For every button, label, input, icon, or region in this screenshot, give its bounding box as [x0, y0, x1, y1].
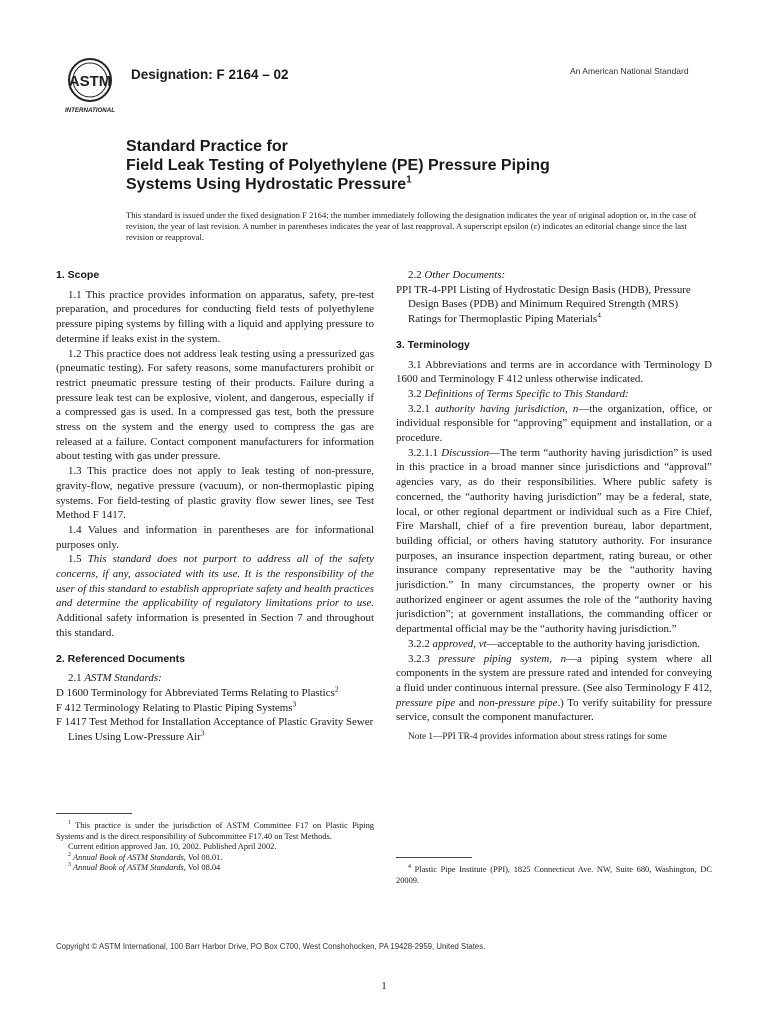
paragraph-3-2-1-1-number: 3.2.1.1 — [408, 446, 442, 459]
definitions-label: Definitions of Terms Specific to This Standard: — [424, 387, 629, 400]
paragraph-1-4: 1.4 Values and information in parentheses are for informational purposes only. — [56, 523, 374, 551]
title-footnote-mark: 1 — [406, 174, 412, 186]
paragraph-1-5-rest: Additional safety information is presented in Section 7 and throughout this standard. — [56, 612, 374, 639]
discussion-text: —The term “authority having jurisdiction” is used in this practice in a broad manner since jurisdictions and “approval” agencies vary, as do their responsibilities. Where public safety is concerned, the “authority having jurisdiction” may be a federal, state, local, or other regional department or individual such as a Fire Chief, Fire Marshall, chief of a fire prevention bureau, labor department, building official, or others having statutory authority. For insurance purposes, an insurance inspection department, rating bureau, or other insurance company representative may be the “authority having jurisdiction.” In many circumstances, the property owner or his authorized engineer or agent assumes the role of the “authority having jurisdiction”; at government installations, the commanding officer or departmental official may be the “authority having jurisdiction.” — [396, 446, 712, 636]
discussion-label: Discussion — [441, 446, 490, 459]
paragraph-3-2-1-1 — [396, 446, 712, 637]
term-pressure-piping-system: pressure piping system, n — [438, 652, 567, 665]
paragraph-3-2-3-number: 3.2.3 — [408, 652, 439, 665]
section-heading-scope: 1. Scope — [56, 269, 100, 281]
title-line-3-text: Systems Using Hydrostatic Pressure — [126, 176, 407, 193]
footnote-2-title: Annual Book of ASTM Standards — [73, 852, 184, 862]
paragraph-3-2-2 — [396, 637, 712, 652]
footnote-2-mark: 2 — [68, 851, 71, 858]
left-column — [56, 268, 374, 745]
right-column — [396, 268, 712, 745]
paragraph-1-2: 1.2 This practice does not address leak testing using a pressurized gas (pneumatic testing). For safety reasons, some manufacturers prohibit or restrict pneumatic pressure testing of their products. Failure during a pressure leak test can be explosive, violent, and dangerous, especially if a compressed gas is used. In a compressed gas test, both the pressure stress on the system and the energy used to compress the gas are released at a failure. Contact component manufacturers for information about testing with gas under pressure. — [56, 347, 374, 463]
reference-ppi-tr4-mark: 4 — [597, 310, 601, 320]
paragraph-2-1 — [56, 671, 374, 686]
paragraph-2-1-number: 2.1 — [68, 672, 85, 685]
footnote-3 — [56, 863, 374, 874]
paragraph-3-1: 3.1 Abbreviations and terms are in accordance with Terminology D 1600 and Terminology F 412 unless otherwise indicated. — [396, 358, 712, 386]
copyright-notice: Copyright © ASTM International, 100 Barr Harbor Drive, PO Box C700, West Conshohocken, PA 19428-2959, United States. — [56, 942, 486, 951]
section-heading-terminology: 3. Terminology — [396, 338, 470, 351]
paragraph-2-2-number: 2.2 — [408, 269, 425, 281]
note-1: Note 1—PPI TR-4 provides information about stress ratings for some — [408, 732, 667, 743]
footnote-3-title: Annual Book of ASTM Standards — [73, 863, 184, 872]
document-title — [126, 137, 686, 194]
term-non-pressure-pipe: non-pressure pipe — [478, 696, 558, 709]
astm-logo — [58, 56, 122, 116]
section-heading-referenced-documents: 2. Referenced Documents — [56, 652, 185, 665]
reference-d1600 — [56, 686, 374, 701]
footnote-3-mark: 3 — [68, 862, 71, 869]
definition-pressure-piping-part-2: .) To verify suitability for pressure service, consult the component manufacturer. — [396, 696, 713, 724]
footnote-1-mark: 1 — [68, 820, 71, 827]
paragraph-1-1: 1.1 This practice provides information on apparatus, safety, pre-test preparation, and procedures for conducting field tests of polyethylene pressure piping systems by filling with a liquid and applying pressure to determine if leaks exist in the system. — [56, 288, 374, 345]
reference-ppi-tr4 — [396, 283, 712, 327]
paragraph-3-2 — [396, 387, 712, 402]
designation: Designation: F 2164 – 02 — [131, 67, 289, 82]
reference-d1600-mark: 2 — [334, 684, 339, 694]
reference-f1417 — [56, 715, 374, 744]
title-line-2: Field Leak Testing of Polyethylene (PE) Pressure Piping — [126, 157, 550, 174]
footnote-3-volume: , Vol 08.04 — [183, 863, 221, 872]
paragraph-1-5 — [56, 552, 374, 640]
national-standard-label: An American National Standard — [570, 66, 689, 76]
reference-f1417-text: F 1417 Test Method for Installation Acceptance of Plastic Gravity Sewer Lines Using Low-Pressure Air — [56, 716, 374, 744]
reference-f1417-mark: 3 — [200, 728, 205, 738]
left-footnotes — [56, 821, 374, 874]
paragraph-3-2-3 — [396, 652, 712, 726]
edition-note: Current edition approved Jan. 10, 2002. Published April 2002. — [68, 842, 277, 851]
astm-logo-icon — [58, 56, 122, 116]
paragraph-3-2-1 — [396, 402, 712, 446]
footnote-2-volume: , Vol 08.01. — [183, 852, 223, 862]
paragraph-1-3: 1.3 This practice does not apply to leak testing of non-pressure, gravity-flow, negative pressure (vacuum), or non-thermoplastic piping systems. For field-testing of plastic gravity flow sewer lines, see Test Method F 1417. — [56, 465, 374, 522]
paragraph-3-2-number: 3.2 — [408, 387, 425, 400]
paragraph-2-2 — [396, 268, 712, 283]
term-pressure-pipe: pressure pipe — [396, 696, 456, 709]
logo-text: ASTM — [68, 73, 112, 90]
definition-authority: —the organization, office, or individual responsible for “approving” equipment and installation, or a procedure. — [396, 402, 712, 445]
reference-d1600-text: D 1600 Terminology for Abbreviated Terms Relating to Plastics — [56, 686, 335, 699]
paragraph-3-2-2-number: 3.2.2 — [408, 637, 433, 650]
footnote-2 — [56, 853, 374, 864]
safety-caveat: This standard does not purport to address all of the safety concerns, if any, associated with its use. It is the responsibility of the user of this standard to establish appropriate safety and health practices and determine the applicability of regulatory limitations prior to use. — [56, 553, 374, 610]
footnote-divider — [56, 813, 132, 814]
footnote-4 — [396, 865, 712, 886]
page-number: 1 — [381, 980, 387, 992]
issue-statement: This standard is issued under the fixed designation F 2164; the number immediately following the designation indicates the year of original adoption or, in the case of revision, the year of last revision. A number in parentheses indicates the year of last reapproval. A superscript epsilon (ε) indicates an editorial change since the last revision or reapproval. — [126, 210, 697, 242]
reference-f412 — [56, 701, 374, 716]
definition-pressure-piping-part-1: —a piping system where all components in the system are pressure rated and intended for conveying a fluid under continuous internal pressure. (See also Terminology F 412, — [396, 652, 712, 694]
footnote-1 — [56, 821, 374, 842]
term-approved: approved, vt — [432, 637, 487, 650]
footnote-1-text: This practice is under the jurisdiction of ASTM Committee F17 on Plastic Piping Systems and is the direct responsibility of Subcommittee F17.40 on Test Methods. — [56, 821, 374, 841]
reference-f412-mark: 3 — [292, 699, 297, 709]
reference-f412-text: F 412 Terminology Relating to Plastic Piping Systems — [56, 701, 293, 714]
title-line-1: Standard Practice for — [126, 138, 288, 155]
paragraph-3-2-1-number: 3.2.1 — [408, 402, 435, 415]
definition-approved: —acceptable to the authority having jurisdiction. — [486, 637, 701, 650]
conjunction: and — [455, 696, 479, 709]
footnote-4-mark: 4 — [408, 864, 411, 871]
other-documents-label: Other Documents: — [424, 269, 506, 281]
reference-ppi-tr4-text: PPI TR-4-PPI Listing of Hydrostatic Design Basis (HDB), Pressure Design Bases (PDB) and Minimum Required Strength (MRS) Ratings for Thermoplastic Piping Materials — [396, 283, 691, 326]
astm-standards-label: ASTM Standards: — [84, 672, 162, 685]
term-authority: authority having jurisdiction, n — [434, 402, 579, 415]
logo-subtext: INTERNATIONAL — [64, 107, 116, 114]
footnote-divider-right — [396, 857, 472, 858]
title-line-3 — [126, 175, 686, 194]
paragraph-1-5-number: 1.5 — [68, 553, 88, 566]
footnote-4-text: Plastic Pipe Institute (PPI), 1825 Connecticut Ave. NW, Suite 680, Washington, DC 20009. — [396, 865, 713, 885]
